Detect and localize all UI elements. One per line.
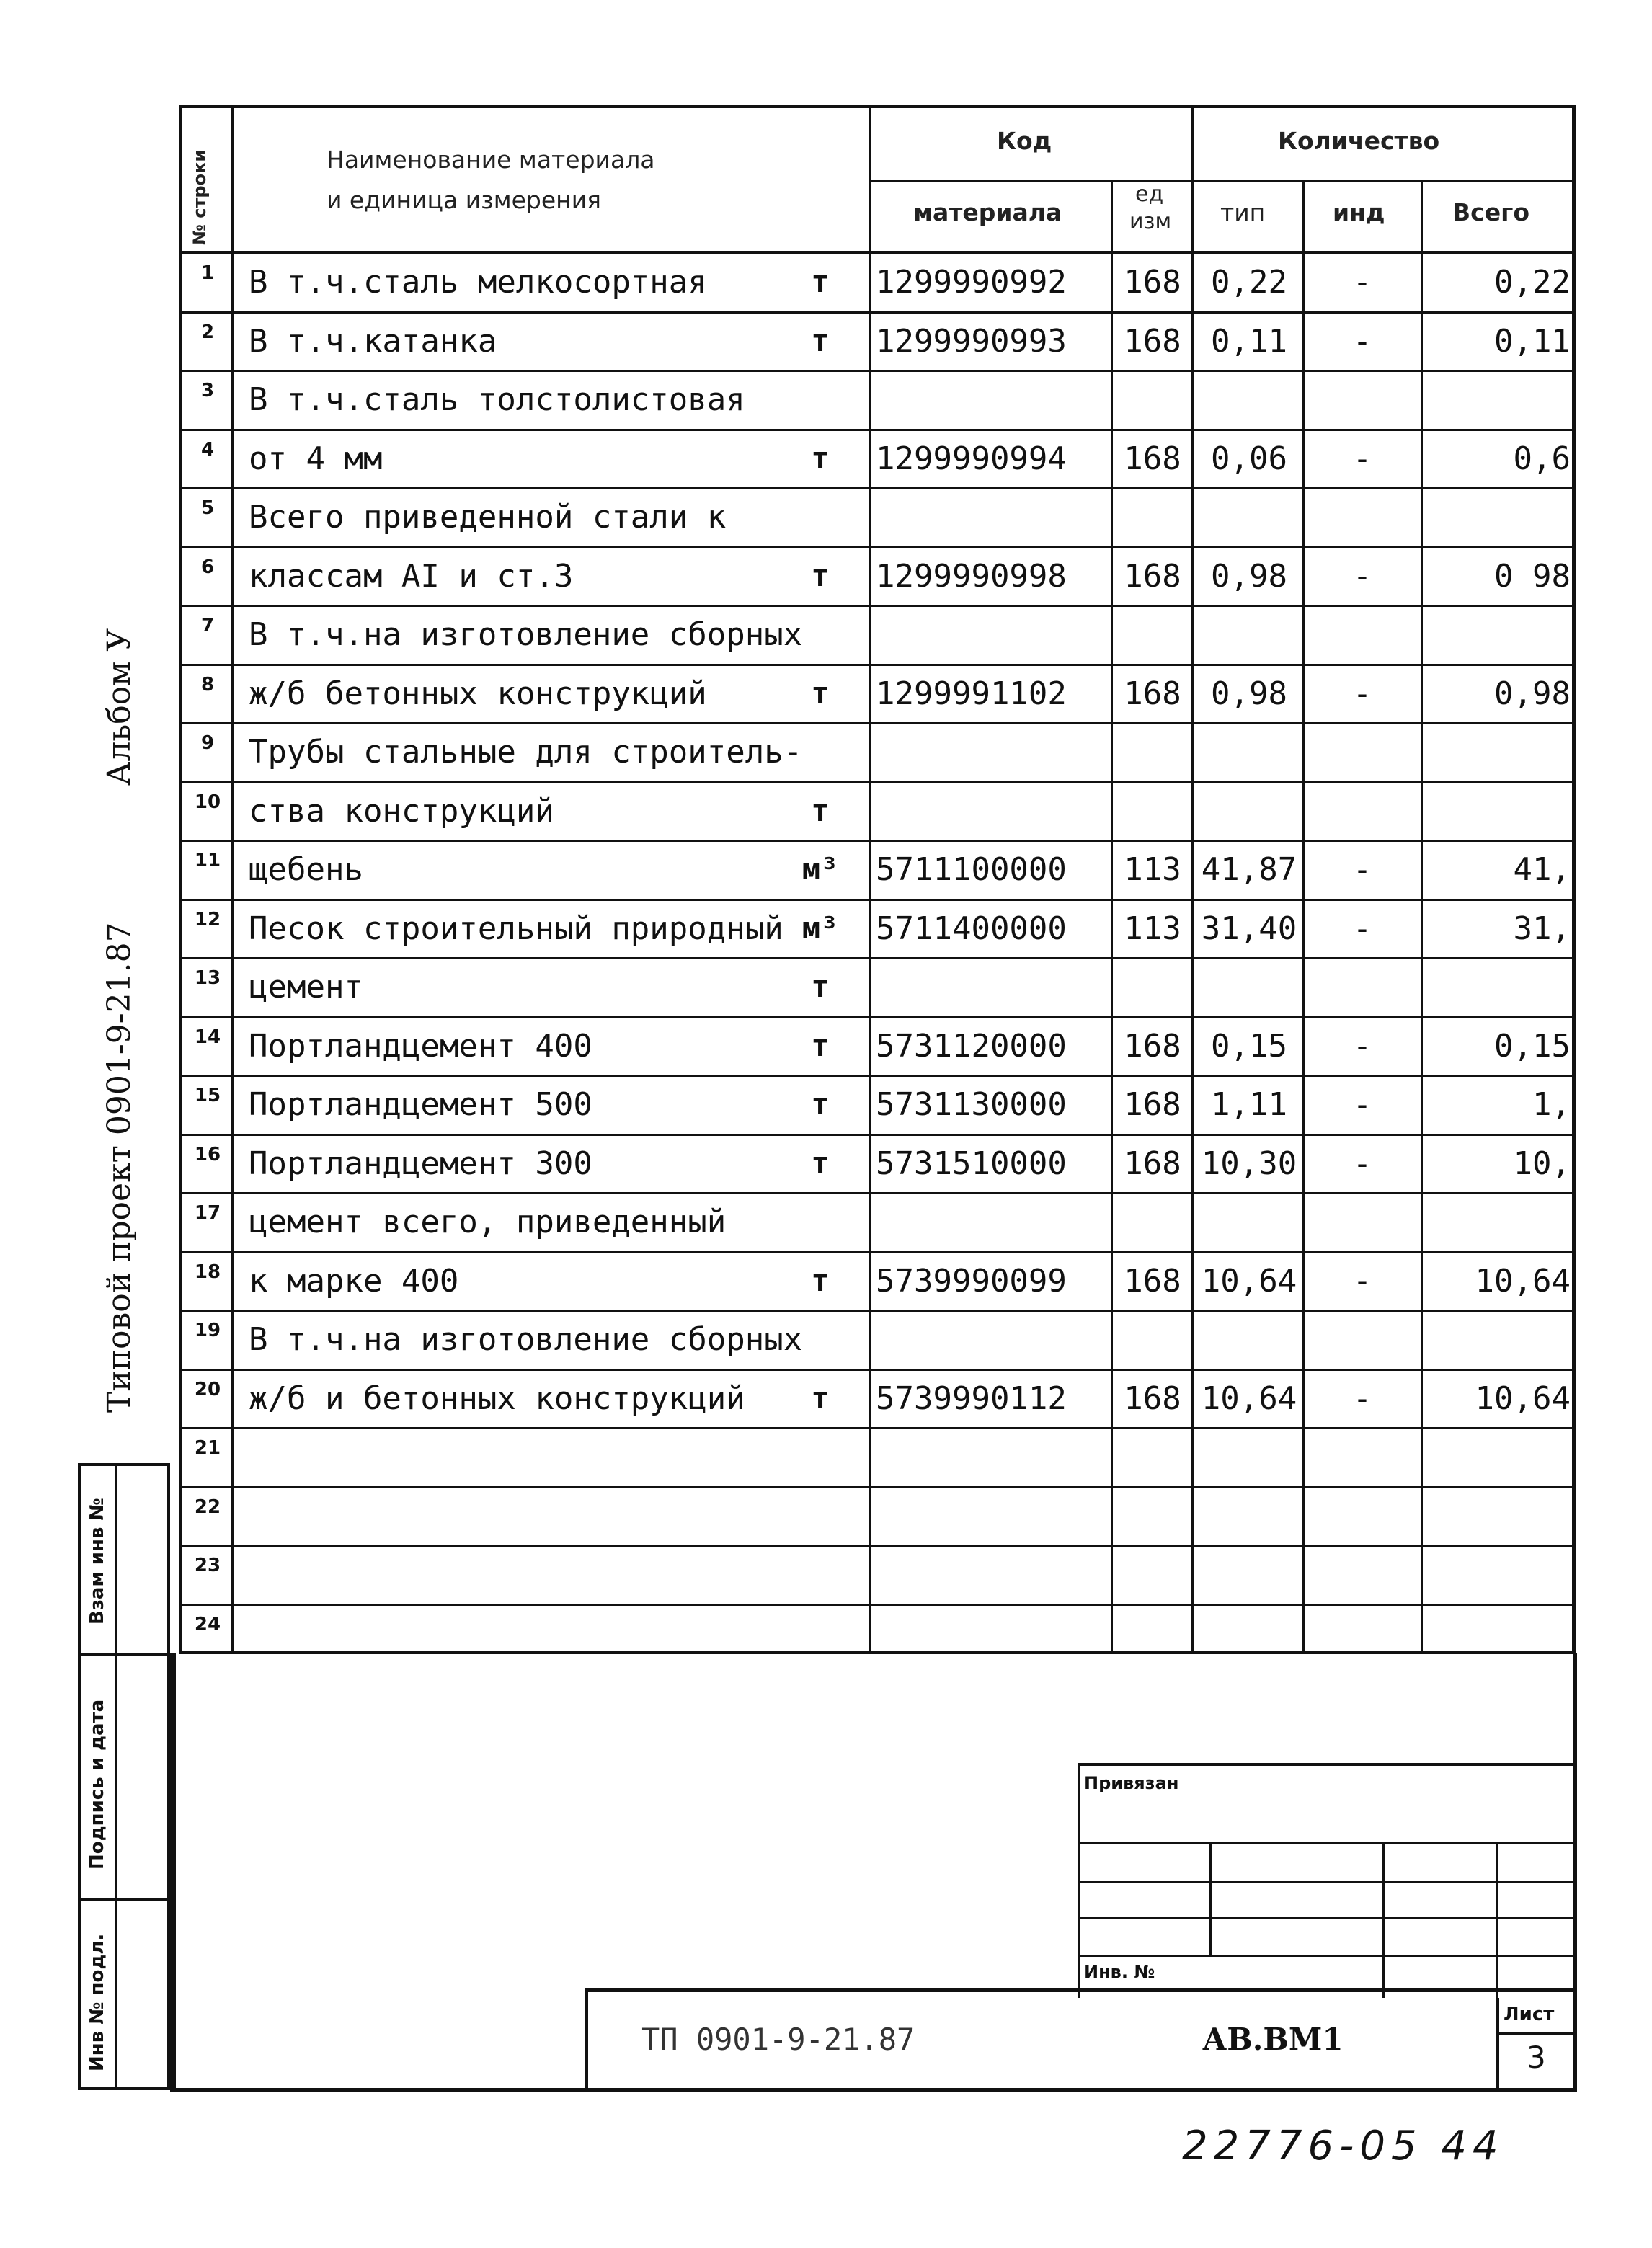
row-4-ind: - (1352, 440, 1372, 477)
left-stamp-strip (78, 1463, 170, 2090)
inv-no-label: Инв. № (1084, 1962, 1155, 1982)
row-8-name: ж/б бетонных конструкций (249, 675, 707, 712)
row-9-name: Трубы стальные для строитель- (249, 734, 803, 770)
project-caption: Типовой проект 0901-9-21.87 (101, 922, 138, 1413)
row-2-typ: 0,11 (1211, 322, 1287, 360)
row-1-ed: 168 (1124, 264, 1181, 301)
row-1-typ: 0,22 (1211, 264, 1287, 301)
row-12-ed: 113 (1124, 910, 1181, 947)
row-8-ind: - (1352, 675, 1372, 712)
row-11-ed: 113 (1124, 851, 1181, 888)
row-3-n: 3 (200, 380, 215, 401)
designation-text: ТП 0901-9-21.87 (641, 2022, 915, 2057)
row-20-ed: 168 (1124, 1380, 1181, 1417)
row-20-typ: 10,64 (1201, 1380, 1297, 1417)
row-16-typ: 10,30 (1201, 1145, 1297, 1182)
row-20-u: т (811, 1380, 830, 1416)
row-5-name: Всего приведенной стали к (249, 499, 727, 536)
row-24-n: 24 (194, 1613, 221, 1635)
row-8-total: 0,98 (1494, 675, 1571, 712)
row-17-name: цемент всего, приведенный (249, 1204, 727, 1240)
material-code-header: материала (913, 198, 1062, 226)
row-20-code: 5739990112 (876, 1380, 1067, 1417)
row-6-n: 6 (200, 556, 215, 578)
row-2-ed: 168 (1124, 322, 1181, 360)
row-16-code: 5731510000 (876, 1145, 1067, 1182)
row-2-total: 0,11 (1494, 322, 1571, 360)
row-10-name: ства конструкций (249, 792, 554, 830)
list-label: Лист (1504, 2004, 1555, 2025)
quantity-header: Количество (1278, 127, 1440, 155)
row-2-u: т (811, 322, 830, 358)
row-12-name: Песок строительный природный (249, 910, 783, 947)
row-8-typ: 0,98 (1211, 675, 1287, 712)
row-14-code: 5731120000 (876, 1027, 1067, 1065)
row-16-n: 16 (194, 1143, 221, 1165)
row-14-n: 14 (194, 1026, 221, 1048)
row-15-total: 1, (1532, 1086, 1571, 1123)
unit-header-line2: изм (1129, 209, 1172, 234)
row-21-n: 21 (194, 1437, 221, 1459)
row-14-total: 0,15 (1494, 1027, 1571, 1065)
row-6-ind: - (1352, 557, 1372, 595)
row-18-n: 18 (194, 1261, 221, 1283)
row-1-name: В т.ч.сталь мелкосортная (249, 264, 707, 301)
row-7-name: В т.ч.на изготовление сборных (249, 616, 803, 653)
row-20-ind: - (1352, 1380, 1372, 1417)
row-19-name: В т.ч.на изготовление сборных (249, 1321, 803, 1358)
row-10-u: т (811, 792, 830, 828)
row-6-u: т (811, 557, 830, 593)
row-4-code: 1299990994 (876, 440, 1067, 477)
row-6-ed: 168 (1124, 557, 1181, 595)
row-23-n: 23 (194, 1555, 221, 1576)
row-11-name: щебень (249, 851, 363, 888)
row-1-total: 0,22 (1494, 264, 1571, 301)
row-15-n: 15 (194, 1085, 221, 1106)
row-13-name: цемент (249, 969, 363, 1005)
row-18-code: 5739990099 (876, 1262, 1067, 1300)
row-5-n: 5 (200, 497, 215, 519)
row-11-u: м³ (801, 851, 839, 887)
row-20-total: 10,64 (1475, 1380, 1571, 1417)
row-14-u: т (811, 1027, 830, 1063)
list-number: 3 (1527, 2040, 1546, 2075)
row-18-total: 10,64 (1475, 1262, 1571, 1300)
handwritten-number: 22776-05 44 (1182, 2123, 1504, 2169)
row-11-ind: - (1352, 851, 1372, 888)
vzam-inv-label: Взам инв № (86, 1498, 108, 1625)
signature-date-label: Подпись и дата (86, 1699, 108, 1870)
row-20-n: 20 (194, 1378, 221, 1400)
materials-table (179, 105, 1576, 1654)
unit-header-line1: ед (1135, 182, 1164, 207)
row-9-n: 9 (200, 732, 215, 754)
row-18-u: т (811, 1262, 830, 1298)
row-4-name: от 4 мм (249, 440, 383, 477)
row-14-ed: 168 (1124, 1027, 1181, 1065)
row-12-u: м³ (801, 910, 839, 946)
row-13-u: т (811, 969, 830, 1004)
row-14-name: Портландцемент 400 (249, 1027, 592, 1065)
row-18-ind: - (1352, 1262, 1372, 1300)
row-11-typ: 41,87 (1201, 851, 1297, 888)
name-header-line2: и единица измерения (327, 186, 602, 214)
row-4-ed: 168 (1124, 440, 1181, 477)
row-16-total: 10, (1513, 1145, 1571, 1182)
row-15-code: 5731130000 (876, 1086, 1067, 1123)
row-number-header: № строки (190, 149, 210, 245)
row-15-ed: 168 (1124, 1086, 1181, 1123)
row-4-total: 0,6 (1513, 440, 1571, 477)
row-2-ind: - (1352, 322, 1372, 360)
row-12-n: 12 (194, 908, 221, 930)
row-16-ind: - (1352, 1145, 1372, 1182)
row-8-code: 1299991102 (876, 675, 1067, 712)
row-2-name: В т.ч.катанка (249, 322, 497, 360)
row-6-name: классам AI и ст.3 (249, 557, 574, 595)
row-12-typ: 31,40 (1201, 910, 1297, 947)
inv-podl-label: Инв № подл. (86, 1933, 108, 2071)
row-15-ind: - (1352, 1086, 1372, 1123)
row-15-typ: 1,11 (1211, 1086, 1287, 1123)
row-6-code: 1299990998 (876, 557, 1067, 595)
typ-header: тип (1220, 198, 1266, 226)
row-12-code: 5711400000 (876, 910, 1067, 947)
row-11-code: 5711100000 (876, 851, 1067, 888)
row-15-u: т (811, 1086, 830, 1121)
row-2-code: 1299990993 (876, 322, 1067, 360)
row-19-n: 19 (194, 1320, 221, 1341)
row-1-code: 1299990992 (876, 264, 1067, 301)
row-18-typ: 10,64 (1201, 1262, 1297, 1300)
total-header: Всего (1452, 198, 1530, 226)
row-16-name: Портландцемент 300 (249, 1145, 592, 1182)
row-4-u: т (811, 440, 830, 476)
row-10-n: 10 (194, 791, 221, 813)
row-1-n: 1 (200, 262, 215, 284)
row-1-u: т (811, 264, 830, 299)
row-4-typ: 0,06 (1211, 440, 1287, 477)
row-8-n: 8 (200, 673, 215, 696)
row-15-name: Портландцемент 500 (249, 1086, 592, 1123)
mark-text: АВ.ВМ1 (1202, 2022, 1344, 2057)
row-3-name: В т.ч.сталь толстолистовая (249, 381, 745, 418)
row-13-n: 13 (194, 967, 221, 989)
ind-header: инд (1333, 198, 1385, 226)
row-17-n: 17 (194, 1202, 221, 1224)
row-18-ed: 168 (1124, 1262, 1181, 1300)
row-4-n: 4 (200, 438, 215, 461)
row-18-name: к марке 400 (249, 1262, 459, 1300)
row-1-ind: - (1352, 264, 1372, 301)
row-20-name: ж/б и бетонных конструкций (249, 1380, 745, 1417)
row-8-ed: 168 (1124, 675, 1181, 712)
row-6-typ: 0,98 (1211, 557, 1287, 595)
row-2-n: 2 (200, 321, 215, 343)
row-16-u: т (811, 1145, 830, 1181)
row-6-total: 0 98 (1494, 557, 1571, 595)
name-header-line1: Наименование материала (327, 146, 655, 174)
row-14-ind: - (1352, 1027, 1372, 1065)
privyazan-label: Привязан (1084, 1773, 1179, 1793)
row-7-n: 7 (200, 615, 215, 636)
row-11-total: 41, (1513, 851, 1571, 888)
row-14-typ: 0,15 (1211, 1027, 1287, 1065)
row-8-u: т (811, 675, 830, 711)
row-16-ed: 168 (1124, 1145, 1181, 1182)
row-22-n: 22 (194, 1496, 221, 1518)
row-12-total: 31, (1513, 910, 1571, 947)
row-12-ind: - (1352, 910, 1372, 947)
row-11-n: 11 (194, 850, 221, 871)
code-header: Код (997, 127, 1052, 155)
album-caption: Альбом У (101, 628, 138, 786)
